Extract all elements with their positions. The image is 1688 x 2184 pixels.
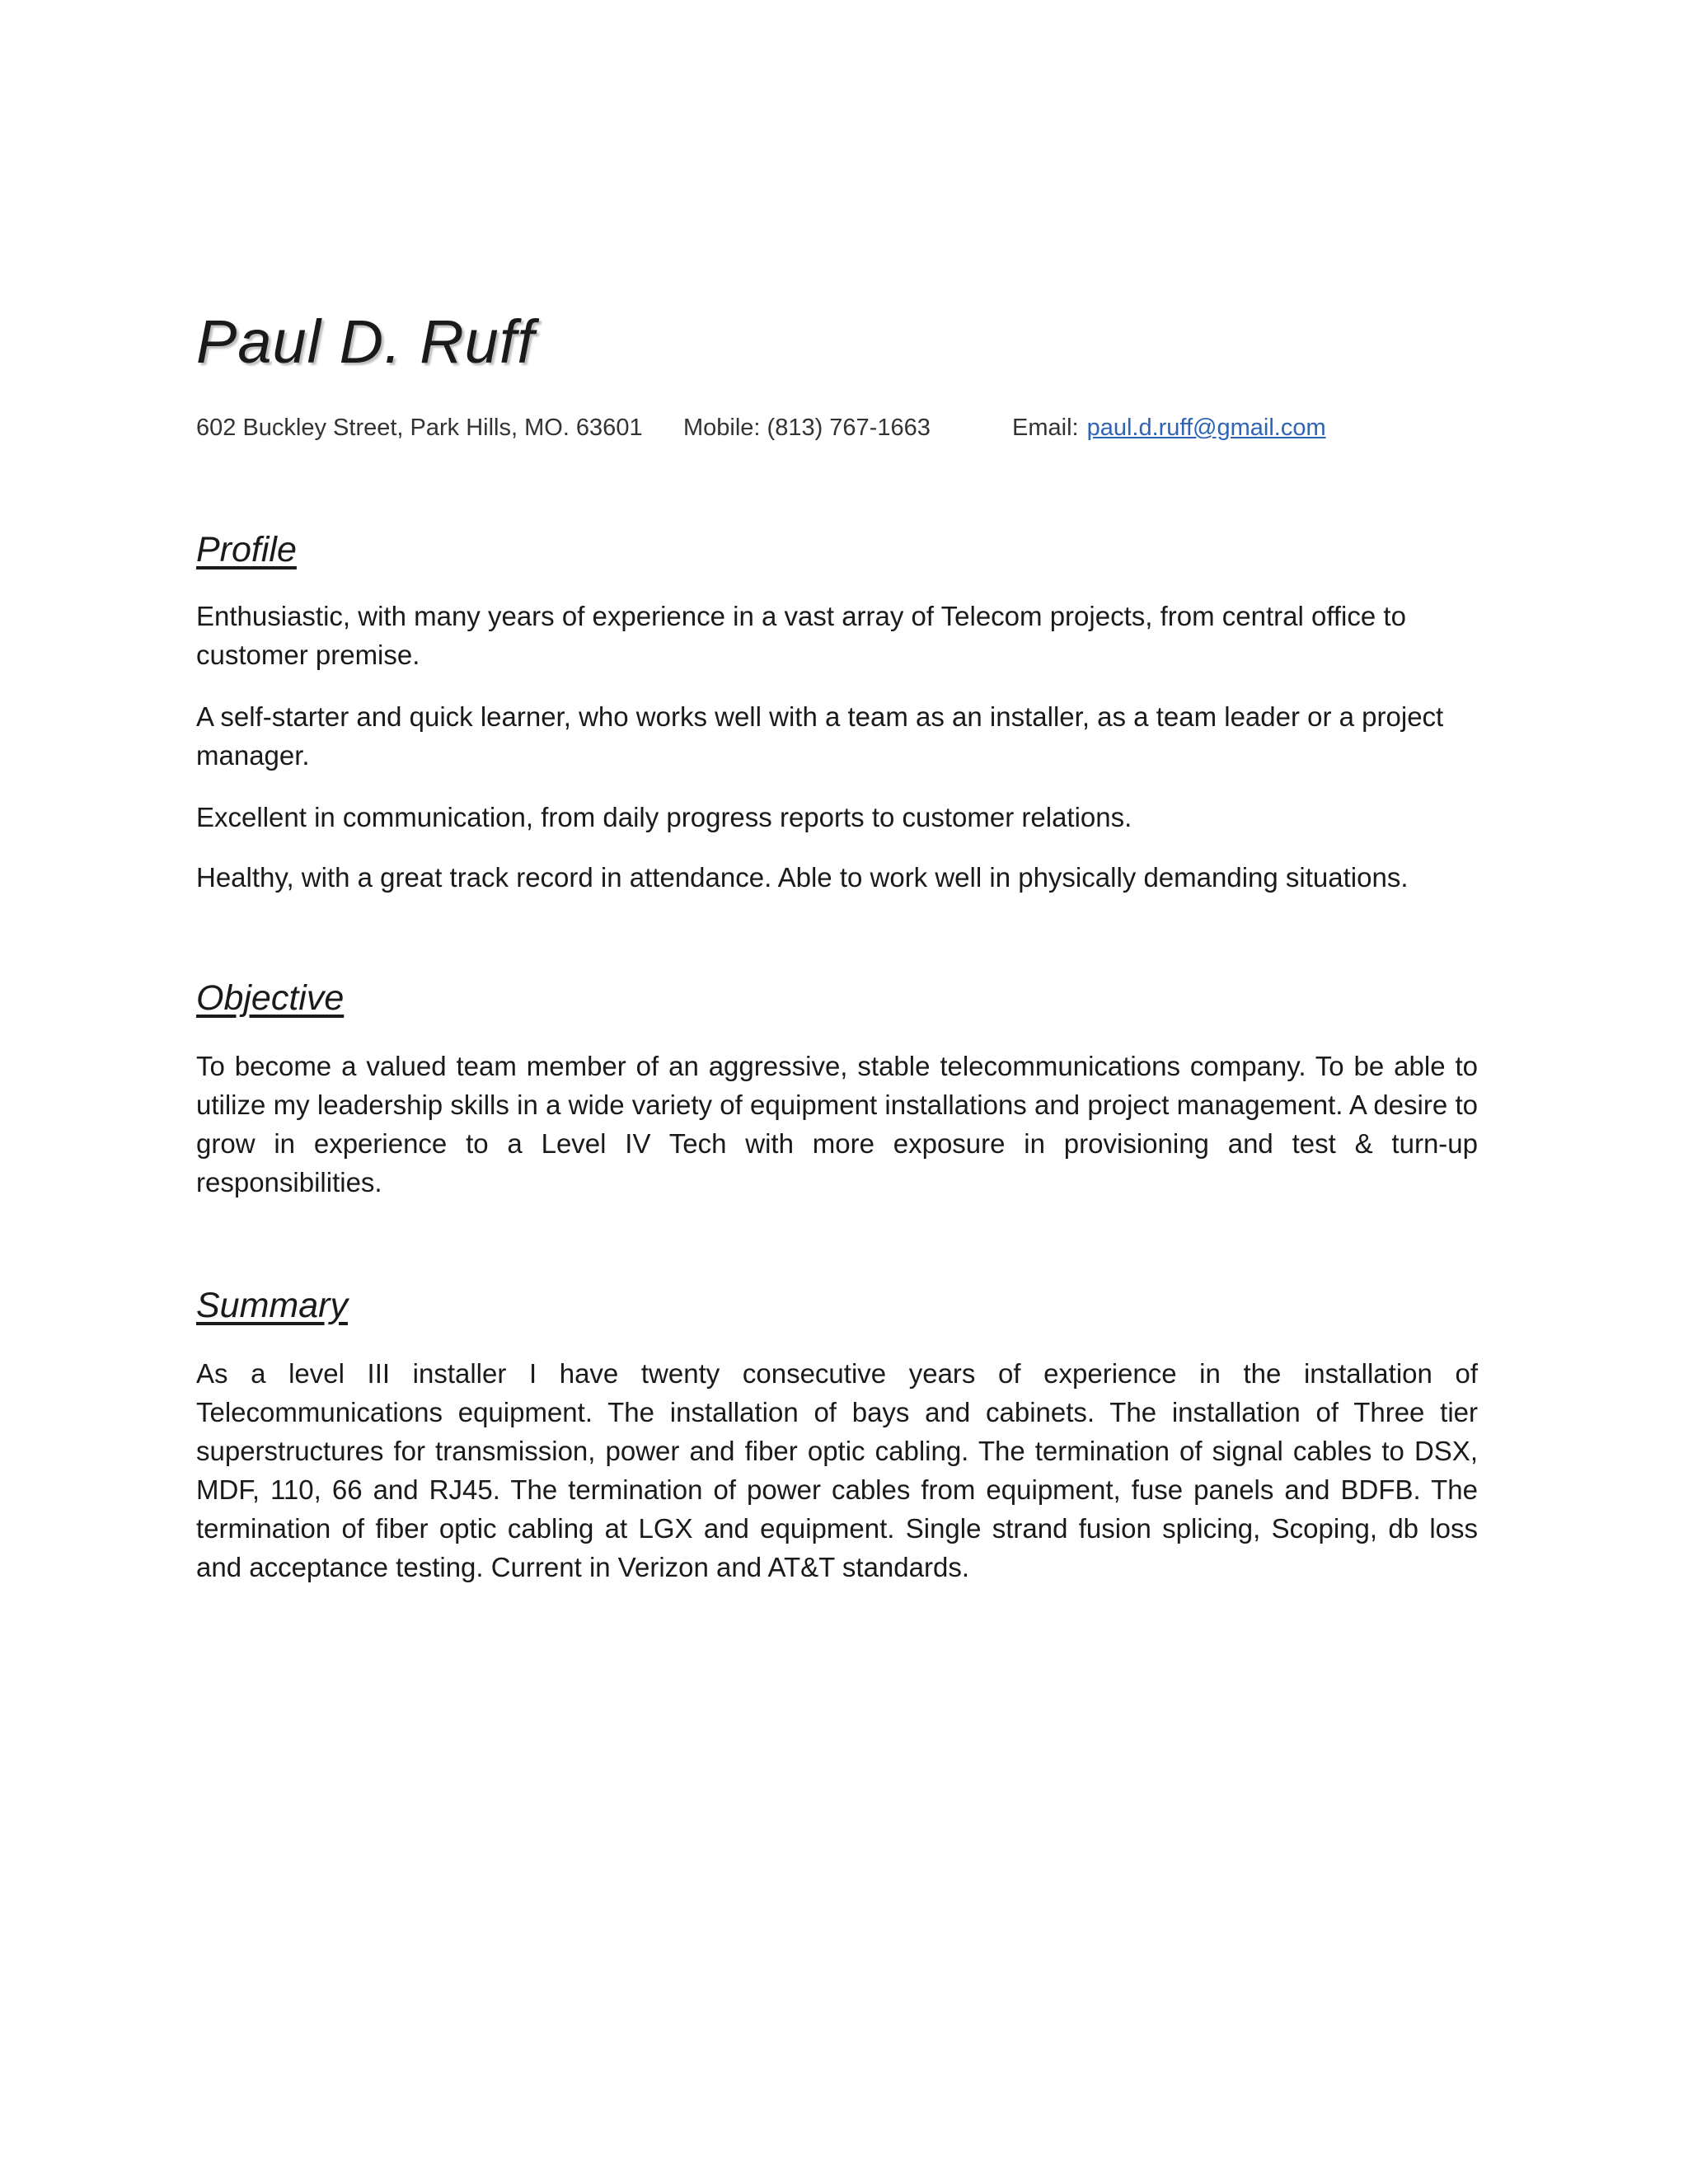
profile-paragraph-2: A self-starter and quick learner, who works well with a team as an installer, as a team leader or a project manager. [196, 701, 1444, 771]
objective-heading: Objective [196, 978, 345, 1018]
profile-paragraph-3: Excellent in communication, from daily progress reports to customer relations. [196, 802, 1132, 832]
contact-email [1012, 415, 1326, 442]
summary-heading: Summary [196, 1286, 348, 1325]
contact-address: 602 Buckley Street, Park Hills, MO. 63601 [196, 415, 643, 441]
summary-paragraph: As a level III installer I have twenty consecutive years of experience in the installation of Telecommunications equipment. The installation of bays and cabinets. The installation of Three tier superstructures for transmission, power and fiber optic cabling. The termination of signal cables to DSX, MDF, 110, 66 and RJ45. The termination of power cables from equipment, fuse panels and BDFB. The termination of fiber optic cabling at LGX and equipment. Single strand fusion splicing, Scoping, db loss and acceptance testing. Current in Verizon and AT&T standards. [196, 1358, 1478, 1582]
email-link[interactable]: paul.d.ruff@gmail.com [1086, 415, 1326, 441]
objective-paragraph: To become a valued team member of an aggressive, stable telecommunications company. To be able to utilize my leadership skills in a wide variety of equipment installations and project management. A desire to grow in experience to a Level IV Tech with more exposure in provisioning and test & turn-up responsibilities. [196, 1051, 1478, 1197]
contact-mobile: Mobile: (813) 767-1663 [683, 415, 931, 441]
email-label: Email: [1012, 415, 1079, 441]
profile-heading: Profile [196, 530, 297, 569]
applicant-name: Paul D. Ruff [196, 307, 535, 376]
profile-paragraph-4: Healthy, with a great track record in attendance. Able to work well in physically demanding situations. [196, 862, 1409, 893]
profile-paragraph-1: Enthusiastic, with many years of experience in a vast array of Telecom projects, from central office to customer premise. [196, 601, 1406, 670]
